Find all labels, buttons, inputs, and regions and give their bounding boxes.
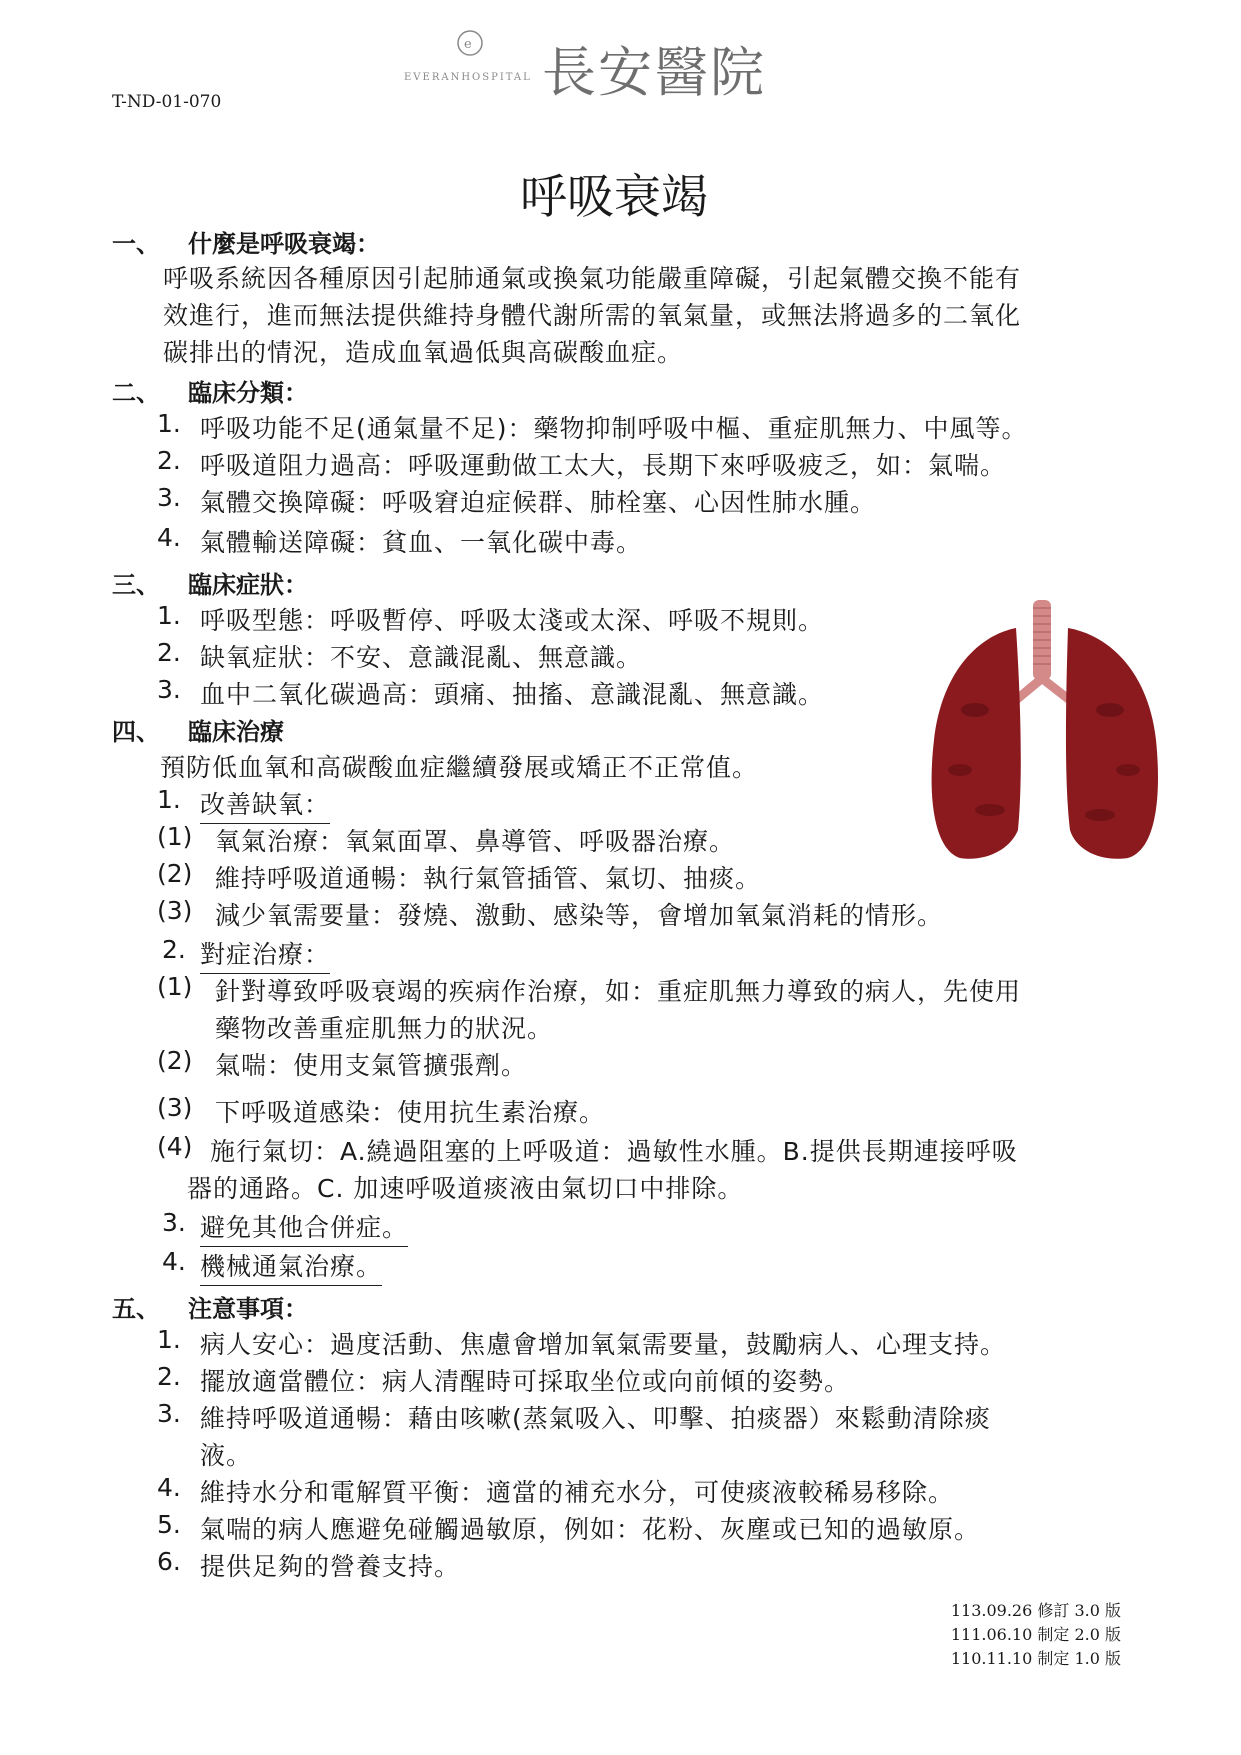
revision-line: 110.11.10 制定 1.0 版 — [950, 1649, 1121, 1668]
subheading: 機械通氣治療。 — [200, 1247, 382, 1286]
section-number: 四、 — [112, 718, 160, 746]
list-number: 1. — [157, 785, 181, 814]
list-number: (2) — [157, 1046, 193, 1075]
list-item: 呼吸功能不足(通氣量不足)：藥物抑制呼吸中樞、重症肌無力、中風等。 — [200, 414, 1028, 443]
list-item: 針對導致呼吸衰竭的疾病作治療，如：重症肌無力導致的病人，先使用 — [215, 977, 1022, 1006]
revision-line: 113.09.26 修訂 3.0 版 — [950, 1601, 1121, 1620]
list-item: 維持水分和電解質平衡：適當的補充水分，可使痰液較稀易移除。 — [200, 1478, 955, 1507]
subheading-wrap — [200, 785, 330, 824]
list-item: 氣體交換障礙：呼吸窘迫症候群、肺栓塞、心因性肺水腫。 — [200, 488, 877, 517]
list-item: 擺放適當體位：病人清醒時可採取坐位或向前傾的姿勢。 — [200, 1367, 851, 1396]
hospital-logo-icon — [455, 28, 485, 58]
subheading: 避免其他合併症。 — [200, 1208, 408, 1247]
paragraph-line: 預防低血氧和高碳酸血症繼續發展或矯正不正常值。 — [160, 753, 759, 782]
list-number: 1. — [157, 409, 181, 438]
list-number: (1) — [157, 822, 193, 851]
paragraph-line: 呼吸系統因各種原因引起肺通氣或換氣功能嚴重障礙，引起氣體交換不能有 — [163, 264, 1022, 293]
list-item: 呼吸道阻力過高：呼吸運動做工太大，長期下來呼吸疲乏，如：氣喘。 — [200, 451, 1007, 480]
list-item: 病人安心：過度活動、焦慮會增加氧氣需要量，鼓勵病人、心理支持。 — [200, 1330, 1007, 1359]
list-number: 3. — [157, 483, 181, 512]
subheading-wrap — [200, 1247, 382, 1286]
list-number: 2. — [157, 1362, 181, 1391]
section-heading: 什麼是呼吸衰竭： — [188, 230, 380, 258]
subheading: 改善缺氧： — [200, 785, 330, 824]
section-number: 一、 — [112, 230, 160, 258]
list-number: 2. — [162, 935, 186, 964]
subheading-wrap — [200, 935, 330, 974]
list-item: 維持呼吸道通暢：藉由咳嗽(蒸氣吸入、叩擊、拍痰器）來鬆動清除痰 — [200, 1404, 991, 1433]
list-item: 氣喘：使用支氣管擴張劑。 — [215, 1051, 528, 1080]
list-item: 呼吸型態：呼吸暫停、呼吸太淺或太深、呼吸不規則。 — [200, 606, 825, 635]
list-number: 5. — [157, 1510, 181, 1539]
section-heading: 注意事項： — [188, 1295, 308, 1323]
paragraph-line: 碳排出的情況，造成血氧過低與高碳酸血症。 — [163, 338, 684, 367]
document-code: T-ND-01-070 — [112, 92, 222, 112]
list-item: 氣體輸送障礙：貧血、一氧化碳中毒。 — [200, 528, 643, 557]
list-number: 2. — [157, 638, 181, 667]
list-number: 4. — [157, 523, 181, 552]
section-number: 五、 — [112, 1295, 160, 1323]
page-title: 呼吸衰竭 — [520, 170, 708, 225]
list-number: (4) — [157, 1132, 193, 1161]
list-number: (2) — [157, 859, 193, 888]
subheading-wrap — [200, 1208, 408, 1247]
section-heading: 臨床治療 — [188, 718, 284, 746]
list-number: 3. — [157, 675, 181, 704]
lungs-illustration-icon — [930, 600, 1160, 865]
list-item: 缺氧症狀：不安、意識混亂、無意識。 — [200, 643, 643, 672]
list-number: 6. — [157, 1547, 181, 1576]
section-number: 二、 — [112, 379, 160, 407]
paragraph-line: 效進行，進而無法提供維持身體代謝所需的氧氣量，或無法將過多的二氧化 — [163, 301, 1022, 330]
list-item: 血中二氧化碳過高：頭痛、抽搐、意識混亂、無意識。 — [200, 680, 825, 709]
list-number: 2. — [157, 446, 181, 475]
list-number: (1) — [157, 972, 193, 1001]
list-item: 維持呼吸道通暢：執行氣管插管、氣切、抽痰。 — [215, 864, 762, 893]
list-item: 氧氣治療：氧氣面罩、鼻導管、呼吸器治療。 — [215, 827, 736, 856]
list-item: 氣喘的病人應避免碰觸過敏原，例如：花粉、灰塵或已知的過敏原。 — [200, 1515, 981, 1544]
list-item-continuation: 藥物改善重症肌無力的狀況。 — [215, 1014, 554, 1043]
list-item: 減少氧需要量：發燒、激動、感染等，會增加氧氣消耗的情形。 — [215, 901, 944, 930]
list-number: 3. — [162, 1208, 186, 1237]
logo-chinese-text: 長安醫院 — [542, 41, 766, 104]
list-number: 1. — [157, 601, 181, 630]
list-number: 3. — [157, 1399, 181, 1428]
list-number: 4. — [162, 1247, 186, 1276]
list-item: 提供足夠的營養支持。 — [200, 1552, 461, 1581]
list-item: 施行氣切：A.繞過阻塞的上呼吸道：過敏性水腫。B.提供長期連接呼吸 — [210, 1137, 1018, 1166]
list-item-continuation: 器的通路。C. 加速呼吸道痰液由氣切口中排除。 — [187, 1174, 744, 1203]
section-heading: 臨床症狀： — [188, 571, 308, 599]
list-number: (3) — [157, 1093, 193, 1122]
list-item: 下呼吸道感染：使用抗生素治療。 — [215, 1098, 606, 1127]
section-heading: 臨床分類： — [188, 379, 308, 407]
section-number: 三、 — [112, 571, 160, 599]
list-number: 4. — [157, 1473, 181, 1502]
subheading: 對症治療： — [200, 935, 330, 974]
svg-text:e: e — [464, 37, 472, 52]
list-item-continuation: 液。 — [200, 1441, 253, 1470]
logo-english-text: EVERANHOSPITAL — [404, 72, 532, 83]
revision-line: 111.06.10 制定 2.0 版 — [950, 1625, 1121, 1644]
list-number: 1. — [157, 1325, 181, 1354]
list-number: (3) — [157, 896, 193, 925]
